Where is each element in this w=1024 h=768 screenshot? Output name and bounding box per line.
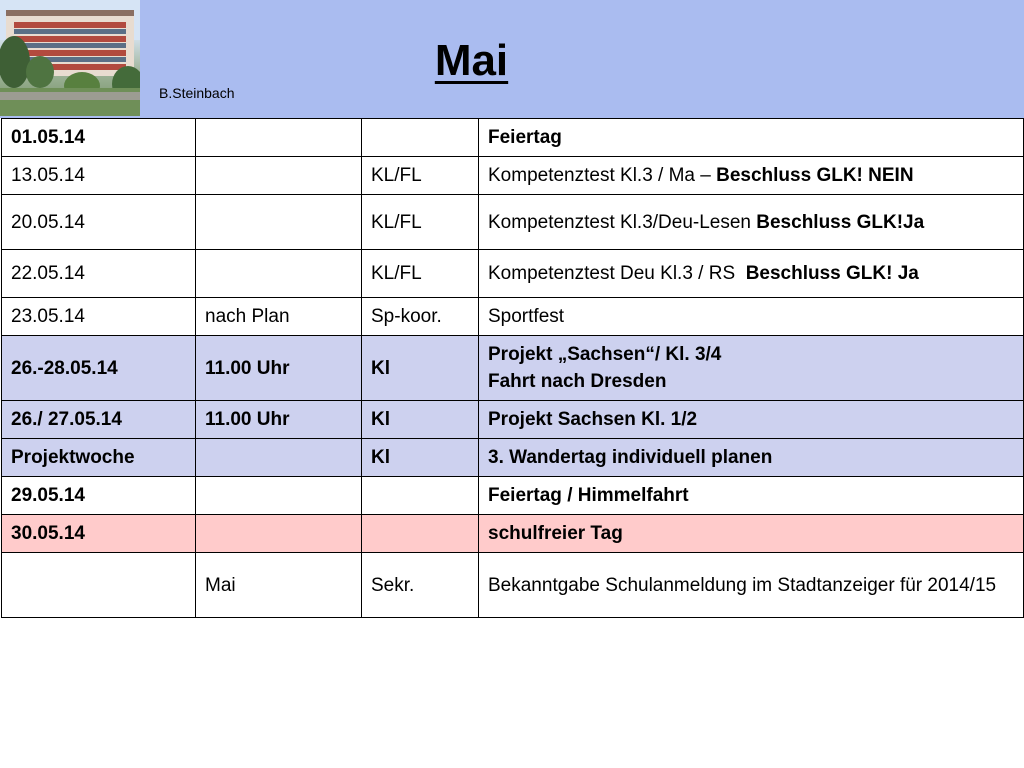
description-cell (479, 401, 1024, 439)
description-text: schulfreier Tag (488, 523, 623, 544)
description-cell (479, 250, 1024, 298)
description-cell (479, 515, 1024, 553)
responsible-cell: Kl (362, 336, 479, 401)
date-cell: 01.05.14 (2, 119, 196, 157)
description-cell (479, 119, 1024, 157)
slide-header (0, 0, 1024, 118)
description-text: Sportfest (488, 306, 565, 327)
date-cell: 29.05.14 (2, 477, 196, 515)
description-cell (479, 195, 1024, 250)
description-text: Feiertag / Himmelfahrt (488, 485, 689, 506)
date-cell: 22.05.14 (2, 250, 196, 298)
table-row (2, 477, 1024, 515)
description-cell (479, 336, 1024, 401)
description-bold-text: Beschluss GLK!Ja (756, 211, 925, 233)
table-row (2, 250, 1024, 298)
table-row (2, 401, 1024, 439)
time-cell: Mai (196, 553, 362, 618)
time-cell: 11.00 Uhr (196, 336, 362, 401)
responsible-cell: Sekr. (362, 553, 479, 618)
table-row (2, 336, 1024, 401)
description-text: Projekt Sachsen Kl. 1/2 (488, 409, 698, 430)
schedule-table (1, 118, 1024, 618)
date-cell: 30.05.14 (2, 515, 196, 553)
date-cell (2, 553, 196, 618)
author-label: B.Steinbach (159, 85, 235, 101)
responsible-cell: KL/FL (362, 195, 479, 250)
table-row (2, 298, 1024, 336)
time-cell (196, 477, 362, 515)
date-cell: 23.05.14 (2, 298, 196, 336)
description-text: Kompetenztest Kl.3 / Ma – (488, 165, 717, 186)
description-bold-text: Beschluss GLK! Ja (745, 263, 919, 284)
table-row (2, 195, 1024, 250)
responsible-cell (362, 119, 479, 157)
description-text: Bekanntgabe Schulanmeldung im Stadtanzeiger für 2014/15 (488, 574, 997, 596)
description-cell (479, 298, 1024, 336)
responsible-cell: Kl (362, 401, 479, 439)
date-cell: 26.-28.05.14 (2, 336, 196, 401)
description-text: Kompetenztest Kl.3/Deu-Lesen (488, 211, 757, 233)
responsible-cell: KL/FL (362, 157, 479, 195)
page-title: Mai (434, 36, 509, 85)
description-text: 3. Wandertag individuell planen (488, 447, 773, 468)
time-cell (196, 250, 362, 298)
description-text: Feiertag (488, 127, 562, 148)
description-text: Kompetenztest Deu Kl.3 / RS (488, 263, 746, 284)
responsible-cell: KL/FL (362, 250, 479, 298)
table-row (2, 553, 1024, 618)
table-row (2, 119, 1024, 157)
date-cell: 13.05.14 (2, 157, 196, 195)
date-cell: 20.05.14 (2, 195, 196, 250)
time-cell (196, 157, 362, 195)
time-cell: nach Plan (196, 298, 362, 336)
table-row (2, 439, 1024, 477)
time-cell (196, 195, 362, 250)
time-cell: 11.00 Uhr (196, 401, 362, 439)
responsible-cell (362, 477, 479, 515)
responsible-cell: Sp-koor. (362, 298, 479, 336)
date-cell: Projektwoche (2, 439, 196, 477)
time-cell (196, 439, 362, 477)
table-row (2, 515, 1024, 553)
description-cell (479, 157, 1024, 195)
description-cell (479, 553, 1024, 618)
description-cell (479, 477, 1024, 515)
table-row (2, 157, 1024, 195)
date-cell: 26./ 27.05.14 (2, 401, 196, 439)
responsible-cell: Kl (362, 439, 479, 477)
description-text: Projekt „Sachsen“/ Kl. 3/4 (488, 344, 722, 365)
description-bold-text: Beschluss GLK! NEIN (716, 165, 914, 186)
time-cell (196, 119, 362, 157)
description-text-line2: Fahrt nach Dresden (488, 371, 667, 392)
responsible-cell (362, 515, 479, 553)
description-cell (479, 439, 1024, 477)
time-cell (196, 515, 362, 553)
